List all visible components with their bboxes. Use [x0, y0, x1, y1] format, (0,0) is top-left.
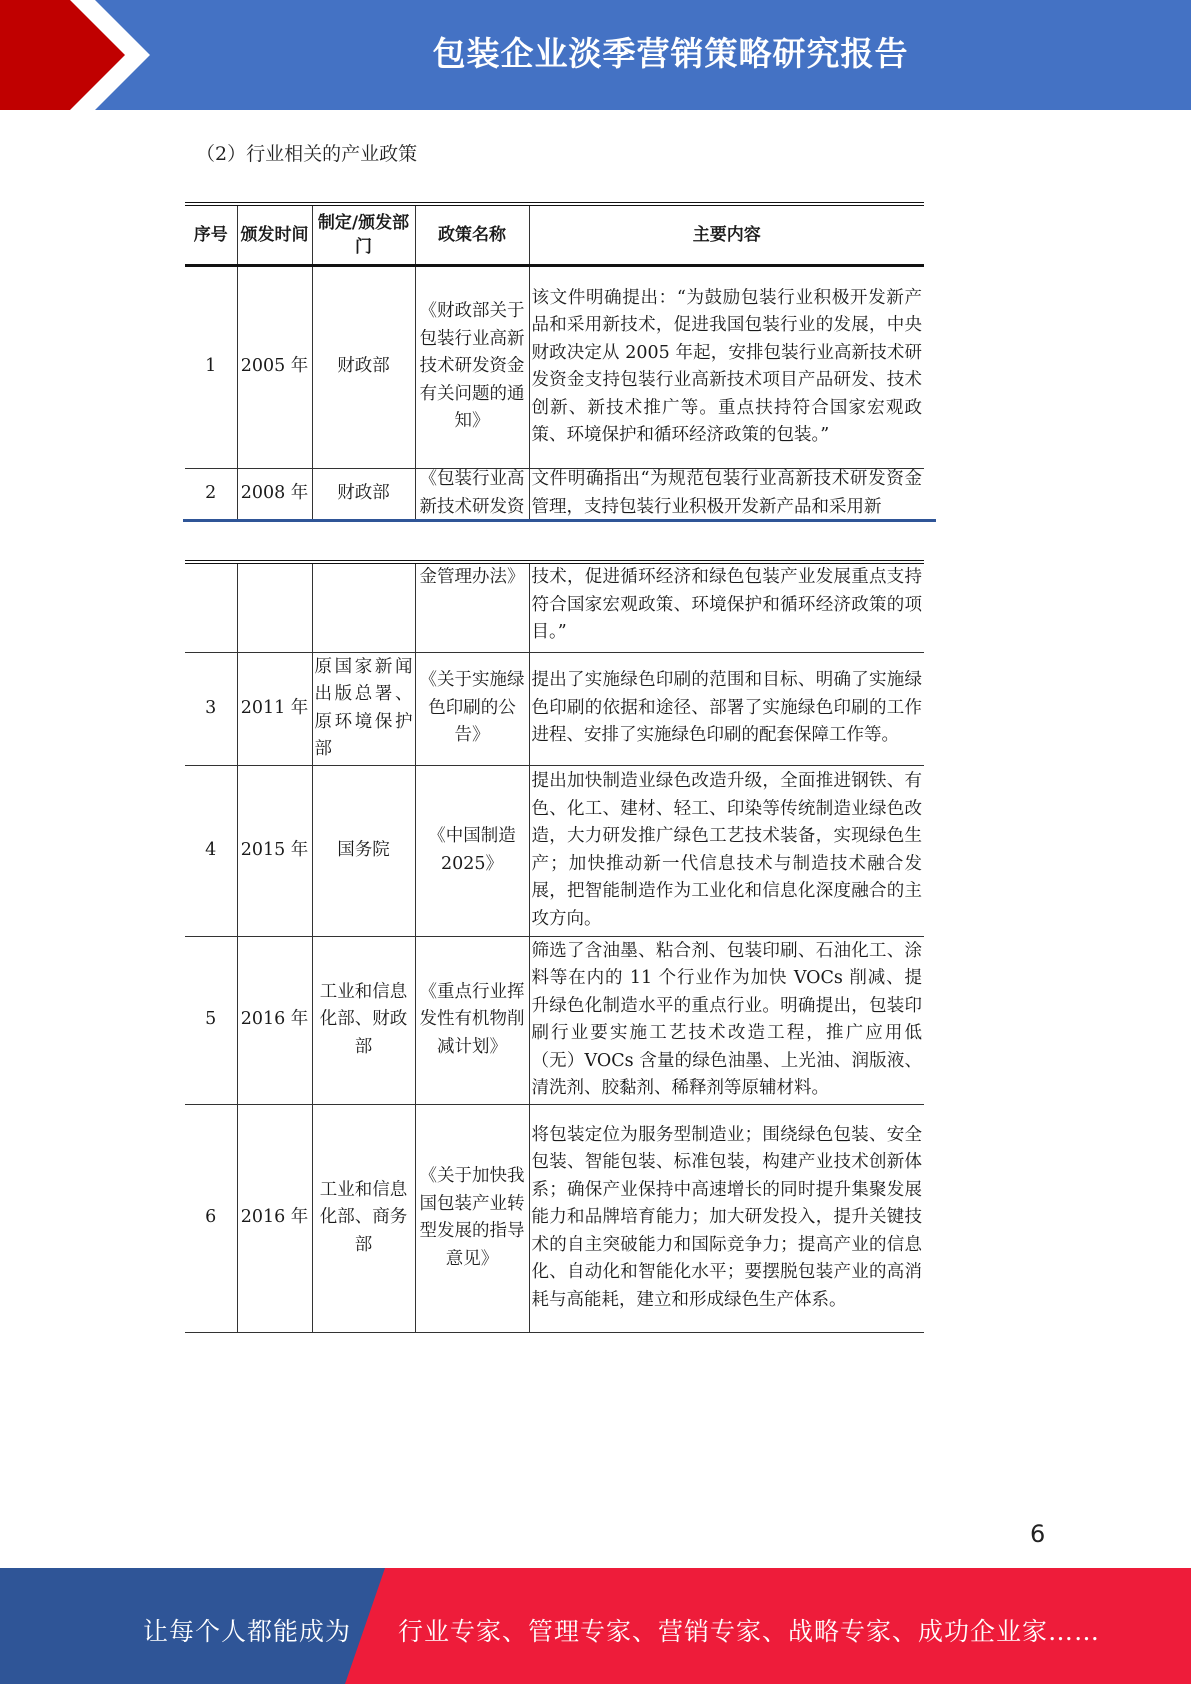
- row-year: 2016 年: [237, 936, 312, 1104]
- footer-slogan-left: 让每个人都能成为: [143, 1617, 352, 1646]
- policy-table-part1: [185, 202, 924, 469]
- row-dept: 工业和信息化部、商务部: [312, 1104, 415, 1332]
- row-content: 提出加快制造业绿色改造升级，全面推进钢铁、有色、化工、建材、轻工、印染等传统制造业绿色改造，大力研发推广绿色工艺技术装备，实现绿色生产；加快推动新一代信息技术与制造技术融合发展，把智能制造作为工业化和信息化深度融合的主攻方向。: [529, 765, 924, 936]
- header-content: 主要内容: [529, 204, 924, 265]
- row-no: 6: [185, 1104, 237, 1332]
- row-policy-name: 《财政部关于包装行业高新技术研发资金有关问题的通知》: [415, 265, 529, 468]
- row-content: 该文件明确提出：“为鼓励包装行业积极开发新产品和采用新技术，促进我国包装行业的发展，中央财政决定从 2005 年起，安排包装行业高新技术研发资金支持包装行业高新技术项目产品研发、技术创新、新技术推广等。重点扶持符合国家宏观政策、环境保护和循环经济政策的包装。”: [529, 265, 924, 468]
- row-year: 2011 年: [237, 652, 312, 765]
- row-dept: 原国家新闻出版总署、原环境保护部: [312, 652, 415, 765]
- row-policy-name: 金管理办法》: [415, 562, 529, 652]
- policy-table-part2: [185, 560, 924, 1333]
- header-dept: 制定/颁发部门: [312, 204, 415, 265]
- row-dept-empty: [312, 562, 415, 652]
- row-no: 4: [185, 765, 237, 936]
- row-dept: 国务院: [312, 765, 415, 936]
- row-policy-name: 《重点行业挥发性有机物削减计划》: [415, 936, 529, 1104]
- row-year-empty: [237, 562, 312, 652]
- row-policy-name: 《包装行业高新技术研发资: [415, 466, 529, 520]
- row-year: 2015 年: [237, 765, 312, 936]
- footer-slogan-right: 行业专家、管理专家、营销专家、战略专家、成功企业家……: [398, 1617, 1101, 1646]
- header-date: 颁发时间: [237, 204, 312, 265]
- row-no: 2: [185, 466, 237, 520]
- row-dept: 财政部: [312, 466, 415, 520]
- report-title: 包装企业淡季营销策略研究报告: [432, 34, 909, 73]
- table-row: [185, 936, 924, 1104]
- page-break-line: [183, 519, 936, 522]
- page-number: 6: [1030, 1520, 1046, 1548]
- row-no-empty: [185, 562, 237, 652]
- table-row: [185, 1104, 924, 1332]
- table-row-split-top: [185, 466, 924, 520]
- header-no: 序号: [185, 204, 237, 265]
- table-row: [185, 466, 924, 520]
- row-year: 2008 年: [237, 466, 312, 520]
- row-content: 提出了实施绿色印刷的范围和目标、明确了实施绿色印刷的依据和途径、部署了实施绿色印刷的工作进程、安排了实施绿色印刷的配套保障工作等。: [529, 652, 924, 765]
- row-year: 2016 年: [237, 1104, 312, 1332]
- row-policy-name: 《中国制造 2025》: [415, 765, 529, 936]
- table-header-row: [185, 204, 924, 265]
- row-dept: 工业和信息化部、财政部: [312, 936, 415, 1104]
- table-row: [185, 265, 924, 468]
- policy-table-row2-top: [185, 466, 924, 520]
- header-policy-name: 政策名称: [415, 204, 529, 265]
- row-no: 1: [185, 265, 237, 468]
- table-row: [185, 765, 924, 936]
- row-no: 3: [185, 652, 237, 765]
- row-content: 将包装定位为服务型制造业；围绕绿色包装、安全包装、智能包装、标准包装，构建产业技术创新体系；确保产业保持中高速增长的同时提升集聚发展能力和品牌培育能力；加大研发投入，提升关键技术的自主突破能力和国际竞争力；提高产业的信息化、自动化和智能化水平；要摆脱包装产业的高消耗与高能耗，建立和形成绿色生产体系。: [529, 1104, 924, 1332]
- page-header: [0, 0, 1191, 110]
- row-content: 文件明确指出“为规范包装行业高新技术研发资金管理，支持包装行业积极开发新产品和采用新: [529, 466, 924, 520]
- row-no: 5: [185, 936, 237, 1104]
- row-content: 筛选了含油墨、粘合剂、包装印刷、石油化工、涂料等在内的 11 个行业作为加快 VOCs 削减、提升绿色化制造水平的重点行业。明确提出，包装印刷行业要实施工艺技术改造工程，推广应用低（无）VOCs 含量的绿色油墨、上光油、润版液、清洗剂、胶黏剂、稀释剂等原辅材料。: [529, 936, 924, 1104]
- table-row: [185, 652, 924, 765]
- row-dept: 财政部: [312, 265, 415, 468]
- row-content: 技术，促进循环经济和绿色包装产业发展重点支持符合国家宏观政策、环境保护和循环经济政策的项目。”: [529, 562, 924, 652]
- table-row: [185, 562, 924, 652]
- section-heading: （2）行业相关的产业政策: [196, 143, 418, 165]
- row-policy-name: 《关于加快我国包装产业转型发展的指导意见》: [415, 1104, 529, 1332]
- row-policy-name: 《关于实施绿色印刷的公告》: [415, 652, 529, 765]
- row-year: 2005 年: [237, 265, 312, 468]
